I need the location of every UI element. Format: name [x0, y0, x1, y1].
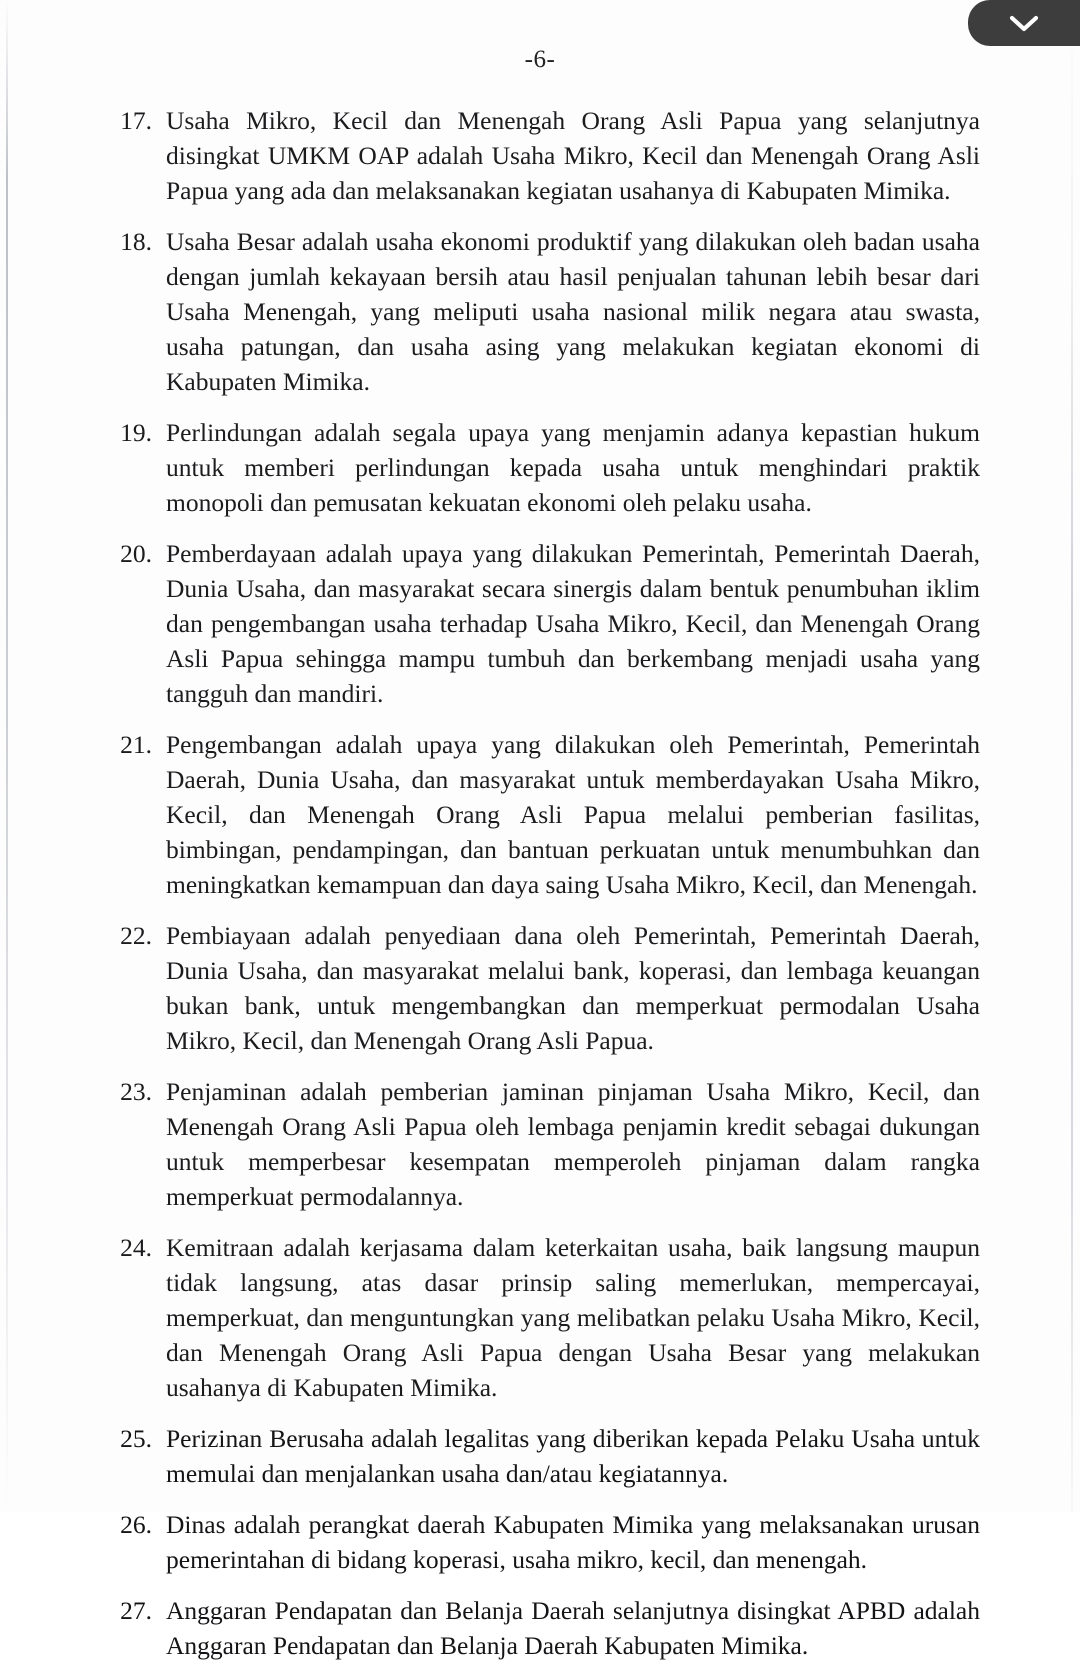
clause-number: 24. — [120, 1233, 152, 1262]
clause-number: 17. — [120, 106, 152, 135]
clause-number: 25. — [120, 1424, 152, 1453]
clause-number: 21. — [120, 730, 152, 759]
clause-text: Pembiayaan adalah penyediaan dana oleh Pemerintah, Pemerintah Daerah, Dunia Usaha, dan masyarakat melalui bank, koperasi, dan lembaga keuangan bukan bank, untuk mengembangkan dan memperkuat permodalan Usaha Mikro, Kecil, dan Menengah Orang Asli Papua. — [166, 921, 980, 1055]
scan-edge-right — [1071, 0, 1073, 1512]
clause-text: Pemberdayaan adalah upaya yang dilakukan Pemerintah, Pemerintah Daerah, Dunia Usaha, dan masyarakat secara sinergis dalam bentuk penumbuhan iklim dan pengembangan usaha terhadap Usaha Mikro, Kecil, dan Menengah Orang Asli Papua sehingga mampu tumbuh dan berkembang menjadi usaha yang tangguh dan mandiri. — [166, 539, 980, 708]
clause-text: Usaha Besar adalah usaha ekonomi produktif yang dilakukan oleh badan usaha dengan jumlah kekayaan bersih atau hasil penjualan tahunan lebih besar dari Usaha Menengah, yang meliputi usaha nasional milik negara atau swasta, usaha patungan, dan usaha asing yang melakukan kegiatan ekonomi di Kabupaten Mimika. — [166, 227, 980, 396]
clause-text: Kemitraan adalah kerjasama dalam keterkaitan usaha, baik langsung maupun tidak langsung, atas dasar prinsip saling memerlukan, mempercayai, memperkuat, dan menguntungkan yang melibatkan pelaku Usaha Mikro, Kecil, dan Menengah Orang Asli Papua dengan Usaha Besar yang melakukan usahanya di Kabupaten Mimika. — [166, 1233, 980, 1402]
clause-number: 26. — [120, 1510, 152, 1539]
clause-text: Anggaran Pendapatan dan Belanja Daerah selanjutnya disingkat APBD adalah Anggaran Pendapatan dan Belanja Daerah Kabupaten Mimika. — [166, 1596, 980, 1660]
clause-text: Dinas adalah perangkat daerah Kabupaten Mimika yang melaksanakan urusan pemerintahan di bidang koperasi, usaha mikro, kecil, dan menengah. — [166, 1510, 980, 1574]
clause-number: 19. — [120, 418, 152, 447]
clause-number: 27. — [120, 1596, 152, 1625]
clause-item — [108, 1421, 980, 1491]
clause-item — [108, 1507, 980, 1577]
clause-item — [108, 1074, 980, 1214]
clause-text: Usaha Mikro, Kecil dan Menengah Orang Asli Papua yang selanjutnya disingkat UMKM OAP adalah Usaha Mikro, Kecil dan Menengah Orang Asli Papua yang ada dan melaksanakan kegiatan usahanya di Kabupaten Mimika. — [166, 106, 980, 205]
clause-text: Pengembangan adalah upaya yang dilakukan oleh Pemerintah, Pemerintah Daerah, Dunia Usaha, dan masyarakat untuk memberdayakan Usaha Mikro, Kecil, dan Menengah Orang Asli Papua melalui pemberian fasilitas, bimbingan, pendampingan, dan bantuan perkuatan untuk menumbuhkan dan meningkatkan kemampuan dan daya saing Usaha Mikro, Kecil, dan Menengah. — [166, 730, 980, 899]
page-number: -6- — [524, 46, 556, 73]
clause-number: 20. — [120, 539, 152, 568]
clause-item — [108, 727, 980, 902]
clause-text: Penjaminan adalah pemberian jaminan pinjaman Usaha Mikro, Kecil, dan Menengah Orang Asli Papua oleh lembaga penjamin kredit sebagai dukungan untuk memperbesar kesempatan memperoleh pinjaman dalam rangka memperkuat permodalannya. — [166, 1077, 980, 1211]
clause-item — [108, 103, 980, 208]
clause-item — [108, 415, 980, 520]
clause-number: 18. — [120, 227, 152, 256]
clause-item — [108, 1230, 980, 1405]
collapse-panel-button[interactable] — [968, 0, 1080, 46]
clause-item — [108, 224, 980, 399]
clause-item — [108, 1593, 980, 1663]
clause-item — [108, 536, 980, 711]
clause-number: 22. — [120, 921, 152, 950]
clause-text: Perlindungan adalah segala upaya yang menjamin adanya kepastian hukum untuk memberi perlindungan kepada usaha untuk menghindari praktik monopoli dan pemusatan kekuatan ekonomi oleh pelaku usaha. — [166, 418, 980, 517]
clause-item — [108, 918, 980, 1058]
scan-edge-left — [6, 0, 8, 1512]
clause-list — [108, 103, 980, 1663]
clause-text: Perizinan Berusaha adalah legalitas yang diberikan kepada Pelaku Usaha untuk memulai dan menjalankan usaha dan/atau kegiatannya. — [166, 1424, 980, 1488]
chevron-down-icon — [1004, 11, 1044, 35]
clause-number: 23. — [120, 1077, 152, 1106]
